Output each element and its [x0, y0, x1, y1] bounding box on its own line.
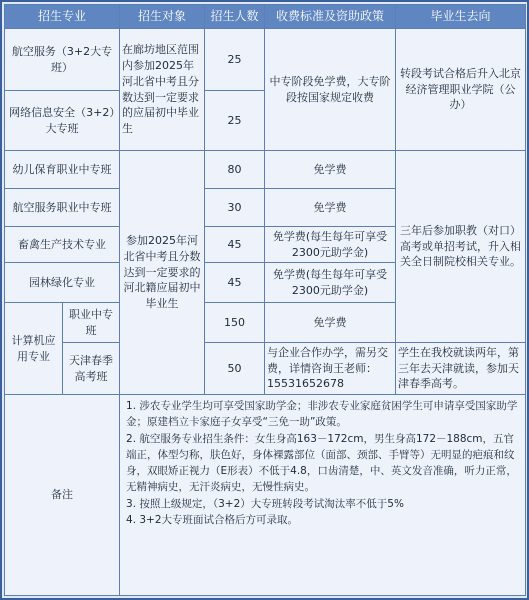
major-cell-computer: 计算机应用专业: [5, 303, 63, 395]
note-item: 1. 涉农专业学生均可享受国家助学金；非涉农专业家庭贫困学生可申请享受国家助学金；原建档立卡家庭子女享受“三免一助”政策。: [126, 400, 518, 429]
notes-row: [5, 395, 526, 596]
header-target: 招生对象: [120, 5, 205, 29]
table-row: [5, 343, 526, 395]
fee-cell: 免学费: [265, 151, 396, 189]
count-cell: 25: [205, 91, 265, 151]
header-fee: 收费标准及资助政策: [265, 5, 396, 29]
header-major: 招生专业: [5, 5, 120, 29]
fee-cell: 免学费: [265, 189, 396, 227]
major-cell: 园林绿化专业: [5, 263, 120, 303]
target-cell: 参加2025年河北省中考且分数达到一定要求的河北籍应届初中毕业生: [120, 151, 205, 395]
table-row: [5, 151, 526, 189]
count-cell: 25: [205, 29, 265, 91]
table-row: [5, 29, 526, 91]
fee-cell: 中专阶段免学费，大专阶段按国家规定收费: [265, 29, 396, 151]
submajor-cell: 职业中专班: [63, 303, 120, 343]
fee-cell: 与企业合作办学，需另交费，详情咨询王老师：15531652678: [265, 343, 396, 395]
count-cell: 30: [205, 189, 265, 227]
major-cell: 幼儿保育职业中专班: [5, 151, 120, 189]
fee-cell: 免学费(每生每年可享受2300元助学金): [265, 263, 396, 303]
header-count: 招生人数: [205, 5, 265, 29]
notes-label: 备注: [5, 395, 120, 596]
fee-cell: 免学费: [265, 303, 396, 343]
destination-cell: 三年后参加职教（对口）高考或单招考试，升入相关全日制院校相关专业。: [396, 151, 526, 343]
admissions-table: [4, 4, 526, 596]
major-cell: 航空服务（3+2大专班）: [5, 29, 120, 91]
header-row: [5, 5, 526, 29]
count-cell: 80: [205, 151, 265, 189]
major-cell: 畜禽生产技术专业: [5, 227, 120, 263]
count-cell: 45: [205, 227, 265, 263]
target-cell: 在廊坊地区范围内参加2025年河北省中考且分数达到一定要求的应届初中毕业生: [120, 29, 205, 151]
count-cell: 50: [205, 343, 265, 395]
count-cell: 45: [205, 263, 265, 303]
destination-cell: 学生在我校就读两年，第三年去天津就读，参加天津春季高考。: [396, 343, 526, 395]
major-cell: 网络信息安全（3+2）大专班: [5, 91, 120, 151]
submajor-cell: 天津春季高考班: [63, 343, 120, 395]
count-cell: 150: [205, 303, 265, 343]
fee-cell: 免学费(每生每年可享受2300元助学金): [265, 227, 396, 263]
note-item: 3. 按照上级规定，（3+2）大专班转段考试淘汰率不低于5%: [126, 497, 404, 510]
note-item: 4. 3+2大专班面试合格后方可录取。: [126, 513, 299, 526]
major-cell: 航空服务职业中专班: [5, 189, 120, 227]
note-item: 2. 航空服务专业招生条件：女生身高163－172cm，男生身高172－188cm，五官端正，体型匀称，肤色好，身体裸露部位（面部、颈部、手臂等）无明显的疤痕和纹身，双眼矫正视力（E形表）不低于4.8，口齿清楚，中、英文发音准确，听力正常，无精神病史，无汗炎病史，无慢性病史。: [126, 432, 517, 494]
header-destination: 毕业生去向: [396, 5, 526, 29]
destination-cell: 转段考试合格后升入北京经济管理职业学院（公办）: [396, 29, 526, 151]
notes-content: [120, 395, 526, 596]
